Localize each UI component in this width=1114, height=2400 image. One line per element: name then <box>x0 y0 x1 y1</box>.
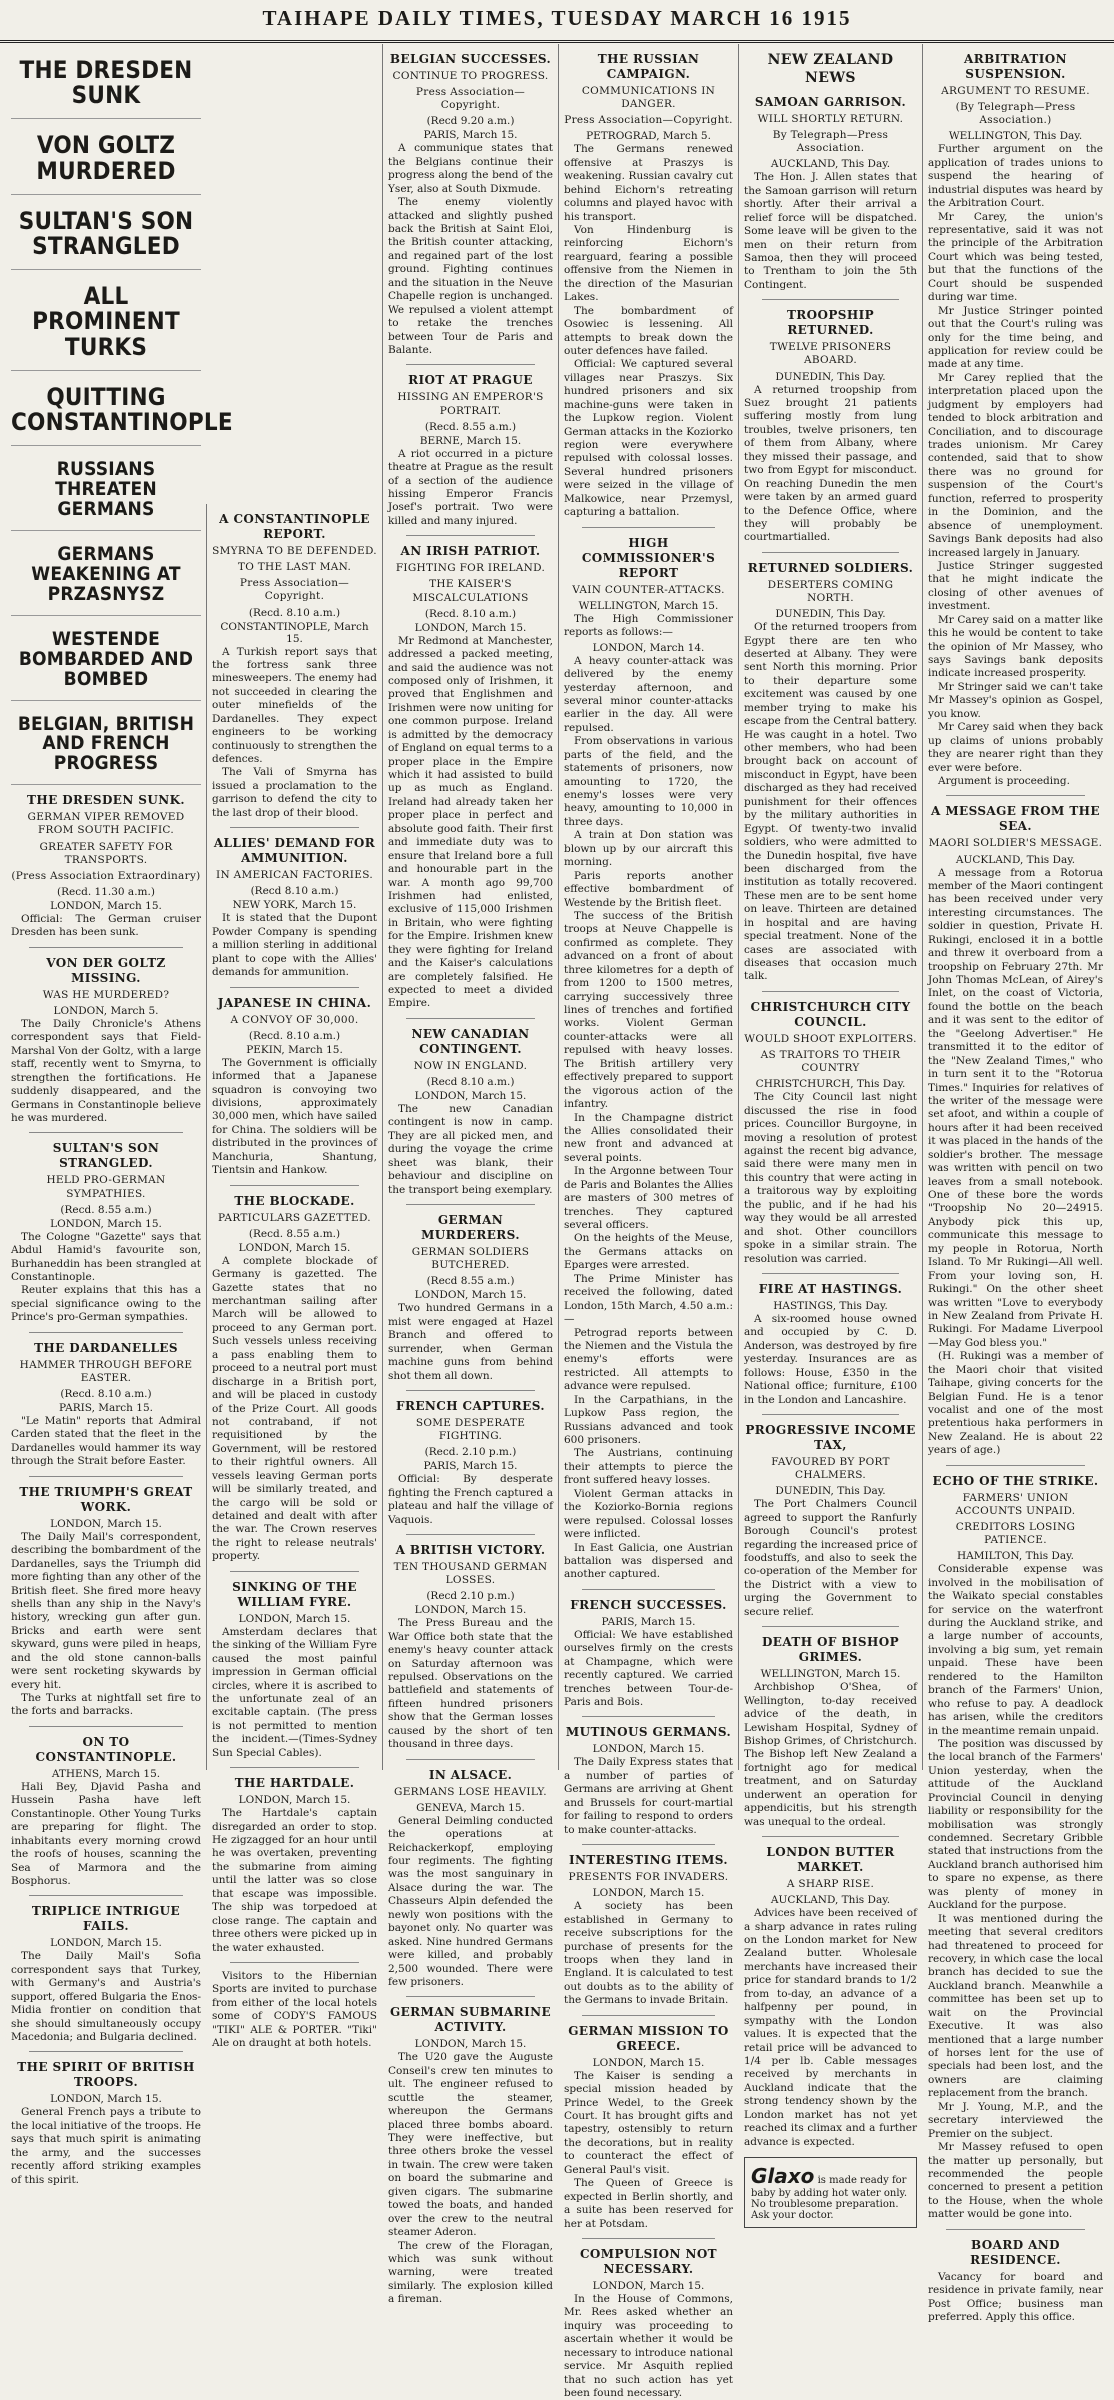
article-title: CHRISTCHURCH CITY COUNCIL. <box>750 999 911 1029</box>
article-body: The Government is officially informed that a Japanese squadron is convoying two divisions, approximately 30,000 men, which have sailed for China. The soldiers will be distributed in the provinces of Manchuria, Shantung, Tientsin and Hankow. <box>212 1056 377 1177</box>
headline-westende: WESTENDE BOMBARDED AND BOMBED <box>11 616 201 701</box>
article-body: Petrograd reports between the Niemen and the Vistula the enemy's efforts were restricted. All attempts to advance were repulsed. <box>564 1326 733 1393</box>
article-dateline: LONDON, March 15. <box>50 1937 162 1950</box>
article-subtitle: A CONVOY OF 30,000. <box>230 1013 359 1026</box>
article-dateline: LONDON, March 15. <box>592 2056 705 2069</box>
headline-turks: ALL PROMINENT TURKS <box>11 270 201 371</box>
article-dateline: LONDON, March 15. <box>238 1794 351 1807</box>
article-body: The Hon. J. Allen states that the Samoan garrison will return shortly. After their arrival a relief force will be dispatched. Some leave will be given to the men on their return from Samoa, then they will proceed to Trentham to join the 5th Contingent. <box>744 171 917 291</box>
article-source: Press Association—Copyright. <box>564 114 733 127</box>
section-title: NEW ZEALAND NEWS <box>767 52 894 86</box>
article-received: (Recd 8.55 a.m.) <box>426 1275 515 1288</box>
article-body: The Cologne "Gazette" says that Abdul Hamid's favourite son, Burhaneddin has been strangled at Constantinople. <box>11 1230 201 1283</box>
article-received: (Recd. 8.55 a.m.) <box>248 1227 341 1240</box>
article-subtitle: FARMERS' UNION ACCOUNTS UNPAID. <box>955 1491 1076 1517</box>
article-dateline: CONSTANTINOPLE, March 15. <box>220 620 369 645</box>
article-body: A six-roomed house owned and occupied by C. D. Anderson, was destroyed by fire yesterday. Insurances are as follows: House, £350 in the National office; furniture, £100 in the London and Lancashire. <box>744 1312 917 1406</box>
article-subtitle: SOME DESPERATE FIGHTING. <box>415 1416 526 1443</box>
article-subtitle: GERMAN VIPER REMOVED FROM SOUTH PACIFIC. <box>27 811 185 837</box>
article-body: Mr Carey replied that the interpretation placed upon the judgment by employers had tended to block arbitration and Conciliation, and to discourage trades unionism. Mr Carey contended, said that to show there was no ground for suspension of the Court's function, referred to prosperity in the Dominion, and the absence of unemployment. Savings Bank deposits had also increased largely in January. <box>928 371 1103 559</box>
article-title: LONDON BUTTER MARKET. <box>766 1845 895 1874</box>
article-title: ECHO OF THE STRIKE. <box>932 1473 1099 1488</box>
article-source: (By Telegraph—Press Association.) <box>955 101 1076 127</box>
article-title: TRIPLICE INTRIGUE FAILS. <box>31 1904 181 1934</box>
article-received: (Recd. 8.10 a.m.) <box>248 1029 341 1042</box>
article-body: Argument is proceeding. <box>938 774 1070 787</box>
article-subtitle: FIGHTING FOR IRELAND. <box>395 562 546 575</box>
article-body: Von Hindenburg is reinforcing Eichorn's rearguard, fearing a possible offensive from the Niemen in the direction of the Masurian Lakes. <box>564 224 733 304</box>
article-body: The new Canadian contingent is now in camp. They are all picked men, and during the voyage the crime sheet was blank, their behaviour and discipline on the transport being exemplary. <box>388 1103 553 1196</box>
article-body: Mr Justice Stringer pointed out that the Court's ruling was only for the time being, and application for review could be made at any time. <box>928 304 1103 371</box>
article-dateline: LONDON, March 15. <box>50 1517 162 1530</box>
article-dateline: WELLINGTON, March 15. <box>760 1668 901 1681</box>
headline-russians: RUSSIANS THREATEN GERMANS <box>11 446 201 531</box>
article-dateline: PARIS, March 15. <box>423 129 518 142</box>
article-body: Amsterdam declares that the sinking of the William Fyre caused the most painful impression in German official circles, where it is ascribed to the unfortunate zeal of an excitable captain. (The press is not permitted to mention the incident.—(Times-Sydney Sun Special Cables). <box>212 1625 377 1759</box>
article-body: The Daily Chronicle's Athens correspondent says that Field-Marshal Von der Goltz, with a large staff, recently went to Smyrna, to strengthen the fortifications. He suddenly disappeared, and the Germans in Constantinople believe he was murdered. <box>11 1017 201 1124</box>
article-received: (Recd. 11.30 a.m.) <box>57 885 155 898</box>
column-3 <box>382 44 558 2306</box>
article-body: The Daily Express states that a number of parties of Germans are arriving at Ghent and Brussels for court-martial for failing to respond to orders to make counter-attacks. <box>564 1756 733 1836</box>
article-title: ARBITRATION SUSPENSION. <box>964 52 1067 81</box>
article-subtitle: COMMUNICATIONS IN DANGER. <box>581 85 716 111</box>
article-source: Press Association—Copyright. <box>239 577 350 603</box>
article-title: HIGH COMMISSIONER'S REPORT <box>581 535 716 580</box>
article-body: Vacancy for board and residence in private family, near Post Office; business man preferred. Apply this office. <box>928 2270 1103 2323</box>
article-title: SULTAN'S SON STRANGLED. <box>52 1141 160 1171</box>
article-subtitle: TWELVE PRISONERS ABOARD. <box>769 341 892 367</box>
article-body: In East Galicia, one Austrian battalion was dispersed and another captured. <box>564 1541 733 1581</box>
article-title: IN ALSACE. <box>428 1767 513 1782</box>
article-title: RIOT AT PRAGUE <box>408 373 533 388</box>
article-body: Mr Carey, the union's representative, said it was not the principle of the Arbitration Court which was being tested, but that the functions of the Court should be suspended during war time. <box>928 210 1103 304</box>
article-subtitle: GERMANS LOSE HEAVILY. <box>394 1785 547 1798</box>
article-body: The City Council last night discussed the rise in food prices. Councillor Burgoyne, in moving a resolution of protest against the recent big advance, said there were many men in this country that were acting in a traitorous way by exploiting the public, and if he had his way they would be all arrested and shot. Other councillors spoke in a similar strain. The resolution was carried. <box>744 1091 917 1265</box>
article-subtitle: WOULD SHOOT EXPLOITERS. <box>744 1032 917 1045</box>
article-body: Official: We captured several villages near Praszys. Six hundred prisoners and six machine-guns were taken in the Lupkow region. Violent German attacks in the Koziorko region were everywhere repulsed with colossal losses. Several hundred prisoners were seized in the village of Malkowice, near Przemysl, capturing a battalion. <box>564 358 733 519</box>
article-title: THE BLOCKADE. <box>234 1193 355 1208</box>
article-title: BOARD AND RESIDENCE. <box>970 2237 1061 2267</box>
article-body: A message from a Rotorua member of the Maori contingent has been received under very interesting circumstances. The soldier in question, Private H. Rukingi, enclosed it in a bottle and threw it overboard from a troopship on February 27th. Mr John Thomas McLean, of Airey's Inlet, on the coast of Victoria, found the bottle on the beach and it was sent to the editor of the "Geelong Advertiser." He transmitted it to the editor of the "New Zealand Times," who in turn sent it to the "Rotorua Times." Inquiries for relatives of the writer of the message were set afoot, and within a couple of hours after it had been received it was placed in the hands of the soldier's brother. The message was written with pencil on two leaves from a small notebook. One of these bore the words "Troopship No 20—24915. Anybody pick this up, communicate this message to my people in Rotorua, North Island. To Mr Rukingi—All well. From your loving son, H. Rukingi." On the other sheet was written "Love to everybody in New Zealand from Private H. Rukingi. For Madame Liverpool—May God bless you." <box>928 866 1103 1349</box>
article-dateline: LONDON, March 15. <box>414 1289 527 1302</box>
article-dateline: LONDON, March 15. <box>50 1217 162 1230</box>
article-body: Further argument on the application of trades unions to suspend the hearing of industrial disputes was heard by the Arbitration Court. <box>928 143 1103 210</box>
article-body: Reuter explains that this has a special significance owing to the Prince's pro-German sympathies. <box>11 1284 201 1324</box>
article-title: NEW CANADIAN CONTINGENT. <box>411 1026 530 1056</box>
article-body: The Hartdale's captain disregarded an order to stop. He zigzagged for an hour until he was overtaken, preventing the submarine from aiming until the latter was so close that escape was impossible. The ship was torpedoed at close range. The captain and three others were picked up in the water exhausted. <box>212 1807 377 1954</box>
article-dateline: ATHENS, March 15. <box>51 1767 161 1780</box>
article-body: In the House of Commons, Mr. Rees asked whether an inquiry was proceeding to ascertain whether it would be necessary to introduce national service. Mr Asquith replied that no such action has yet been found necessary. <box>564 2292 733 2399</box>
article-body: A society has been established in Germany to receive subscriptions for the purchase of presents for the troops when they land in England. It is calculated to test out doubts as to the ability of the Germans to invade Britain. <box>564 1900 733 2007</box>
column-6 <box>922 44 1108 2323</box>
article-dateline: LONDON, March 15. <box>414 1604 527 1617</box>
article-title: THE TRIUMPH'S GREAT WORK. <box>19 1484 193 1514</box>
advertisement: Visitors to the Hibernian Sports are invited to purchase from either of the local hotels some of CODY'S FAMOUS "TIKI" ALE & PORTER. "Tiki" Ale on draught at both hotels. <box>212 1969 377 2050</box>
article-body: The Prime Minister has received the following, dated London, 15th March, 4.50 a.m.:— <box>564 1272 733 1326</box>
article-subtitle: HAMMER THROUGH BEFORE EASTER. <box>19 1358 193 1384</box>
article-body: The Vali of Smyrna has issued a proclamation to the garrison to defend the city to the last drop of their blood. <box>212 766 377 819</box>
article-subtitle: VAIN COUNTER-ATTACKS. <box>572 583 725 596</box>
headline-quitting: QUITTING CONSTANTINOPLE <box>11 371 201 446</box>
article-dateline: LONDON, March 15. <box>414 1090 527 1102</box>
article-dateline: DUNEDIN, This Day. <box>775 1485 886 1498</box>
article-source: (Press Association Extraordinary) <box>11 869 201 882</box>
article-dateline: DUNEDIN, This Day. <box>775 370 886 383</box>
article-title: INTERESTING ITEMS. <box>569 1853 728 1868</box>
article-dateline: LONDON, March 15. <box>592 1887 705 1900</box>
article-subtitle: GERMAN SOLDIERS BUTCHERED. <box>411 1246 530 1272</box>
article-body: It was mentioned during the meeting that several creditors had threatened to proceed for recovery, in which case the local branch has decided to sue the Auckland branch. Meanwhile a committee has been set up to wait on the Provincial Executive. It was also mentioned that a large number of horses lent for the use of specials had been lost, and the owners are claiming replacement from the branch. <box>928 1912 1103 2100</box>
article-body: Mr Redmond at Manchester, addressed a packed meeting, and said the audience was not composed only of Irishmen, it proved that Englishmen and Irishmen were now uniting for one common purpose. Ireland is admitted by the democracy of England on equal terms to a proper place in the Empire which it had assisted to build up as much as England. Ireland had already taken her proper place in perfect and absolute good faith. Their first and immediate duty was to ensure that Ireland bore a full and honourable part in the war. A month ago 99,700 Irishmen had enlisted, exclusive of 115,000 Irishmen in Britain, who were fighting for the Empire. Irishmen knew they were fighting for Ireland and the Kaiser's calculations are completely falsified. He expected to meet a divided Empire. <box>388 634 553 1010</box>
article-body: On the heights of the Meuse, the Germans attacks on Eparges were arrested. <box>564 1232 733 1272</box>
article-subtitle: PARTICULARS GAZETTED. <box>218 1211 371 1224</box>
article-body: Of the returned troopers from Egypt there are ten who deserted at Albany. They were sent North this morning. Prior to their departure some excitement was caused by one member trying to make his escape from the Central battery. He was caught in a hotel. Two other members, who had been brought back on account of misconduct in Egypt, have been discharged as they had received punishment for their offences by the military authorities in Egypt. Of twenty-two invalid soldiers, who were admitted to the Dunedin hospital, five have been discharged from the institution as totally recovered. These men are to be sent home on leave. Thirteen are detained in hospital and are having special treatment. None of the cases are associated with diseases that occasion much talk. <box>744 621 917 983</box>
article-title: GERMAN MURDERERS. <box>421 1213 520 1243</box>
column-5 <box>738 44 922 2221</box>
article-source: Press Association—Copyright. <box>415 86 526 112</box>
article-body: Mr J. Young, M.P., and the secretary interviewed the Premier on the subject. <box>928 2100 1103 2140</box>
article-dateline: CHRISTCHURCH, This Day. <box>755 1078 906 1091</box>
article-dateline: AUCKLAND, This Day. <box>955 853 1076 866</box>
article-body: A train at Don station was blown up by our aircraft this morning. <box>564 829 733 869</box>
article-title: GERMAN SUBMARINE ACTIVITY. <box>389 2005 552 2035</box>
article-body: (H. Rukingi was a member of the Maori choir that visited Taihape, giving concerts for the Belgian Fund. He is a tenor vocalist and one of the most pretentious haka performers in New Zealand. He is about 22 years of age.) <box>928 1350 1103 1457</box>
article-title: THE DARDANELLES <box>34 1340 178 1355</box>
article-received: (Recd. 8.10 a.m.) <box>60 1388 152 1400</box>
article-body: The Kaiser is sending a special mission headed by Prince Wedel, to the Greek Court. It has brought gifts and tapestry, ostensibly to return the decorations, but in reality to counteract the effect of General Paul's visit. <box>564 2069 733 2176</box>
article-subtitle: HELD PRO-GERMAN SYMPATHIES. <box>46 1174 166 1200</box>
columns <box>6 44 1108 2399</box>
article-title: ON TO CONSTANTINOPLE. <box>35 1734 177 1764</box>
article-received: (Recd 8.10 a.m.) <box>250 885 339 898</box>
headline-goltz: VON GOLTZ MURDERED <box>11 119 201 194</box>
article-title: SAMOAN GARRISON. <box>754 95 907 109</box>
article-body: Violent German attacks in the Koziorko-Bornia regions were repulsed. Colossal losses were inflicted. <box>564 1487 733 1541</box>
article-dateline: PARIS, March 15. <box>601 1615 696 1628</box>
glaxo-text: is made ready for baby by adding hot water only. No troublesome preparation. Ask your doctor. <box>751 2175 908 2221</box>
article-body: Mr Stringer said we can't take Mr Massey's opinion as Gospel, you know. <box>928 680 1103 720</box>
article-title: FIRE AT HASTINGS. <box>758 1281 903 1296</box>
article-title: A BRITISH VICTORY. <box>395 1542 546 1557</box>
article-title: FRENCH CAPTURES. <box>396 1398 545 1413</box>
article-source: By Telegraph—Press Association. <box>772 129 889 155</box>
article-body: Official: We have established ourselves firmly on the crests at Champagne, which were recently captured. We carried trenches between Tour-de-Paris and Bois. <box>564 1628 733 1708</box>
article-subtitle: WILL SHORTLY RETURN. <box>757 113 904 125</box>
article-title: TROOPSHIP RETURNED. <box>786 308 875 338</box>
article-body: The enemy violently attacked and slightly pushed back the British at Saint Eloi, the British counter attacking, and regained part of the lost ground. Fighting continues and the situation in the Neuve Chapelle region is unchanged. We repulsed a violent attempt to retake the trenches between Tour de Paris and Balante. <box>388 196 553 356</box>
article-body: Mr Carey said when they back up claims of unions probably they are nearer right than they ever were before. <box>928 721 1103 774</box>
headline-belgian: BELGIAN, BRITISH AND FRENCH PROGRESS <box>11 701 201 786</box>
article-subtitle: IN AMERICAN FACTORIES. <box>216 869 373 882</box>
article-body: "Le Matin" reports that Admiral Carden stated that the fleet in the Dardanelles would hammer its way through the Strait before Easter. <box>11 1415 201 1468</box>
column-4 <box>558 44 738 2399</box>
article-dateline: HAMILTON, This Day. <box>957 1550 1074 1563</box>
article-title: VON DER GOLTZ MISSING. <box>46 955 166 985</box>
article-body: The Queen of Greece is expected in Berlin shortly, and a suite has been reserved for her at Potsdam. <box>564 2177 733 2230</box>
glaxo-logo: Glaxo <box>751 2164 815 2188</box>
headline-dresden: THE DRESDEN SUNK <box>11 44 201 119</box>
article-body: The Germans renewed offensive at Praszys is weakening. Russian cavalry cut behind Eichorn's retreating columns and played havoc with his transport. <box>564 143 733 223</box>
article-received: (Recd. 8.55 a.m.) <box>424 420 517 433</box>
article-dateline: LONDON, March 15. <box>414 621 527 634</box>
article-title: DEATH OF BISHOP GRIMES. <box>761 1635 900 1665</box>
article-subtitle: WAS HE MURDERED? <box>42 988 170 1001</box>
article-subtitle: THE KAISER'S MISCALCULATIONS <box>412 578 529 604</box>
column-1 <box>6 44 233 2186</box>
article-subtitle: AS TRAITORS TO THEIR COUNTRY <box>760 1049 901 1075</box>
article-dateline: AUCKLAND, This Day. <box>770 158 891 171</box>
article-dateline: WELLINGTON, March 15. <box>578 599 719 612</box>
article-body: A complete blockade of Germany is gazetted. The Gazette states that no merchantman sailing after March will be allowed to proceed to any German port. Such vessels unless receiving a pass enabling them to proceed to a neutral port must discharge in a British port, and will be placed in custody of the Prize Court. All goods not contraband, if not requisitioned by the Government, will be restored to their rightful owners. All vessels leaving German ports will be similarly treated, and the cargo will be sold or detained and dealt with after the war. The Crown reserves the right to release neutrals' property. <box>212 1254 377 1563</box>
article-dateline: LONDON, March 15. <box>414 2038 527 2051</box>
article-subtitle: CREDITORS LOSING PATIENCE. <box>955 1521 1076 1547</box>
article-dateline: LONDON, March 15. <box>50 2093 162 2106</box>
article-subtitle: CONTINUE TO PROGRESS. <box>392 70 549 82</box>
article-body: The High Commissioner reports as follows:— <box>564 612 733 639</box>
article-subtitle: TO THE LAST MAN. <box>237 561 352 574</box>
article-body: Official: By desperate fighting the French captured a plateau and half the village of Vaquois. <box>388 1473 553 1526</box>
headline-sultan: SULTAN'S SON STRANGLED <box>11 195 201 270</box>
article-dateline: AUCKLAND, This Day. <box>770 1894 891 1907</box>
masthead-title: TAIHAPE DAILY TIMES, TUESDAY MARCH 16 1915 <box>262 6 852 30</box>
article-body: In the Champagne district the Allies consolidated their new front and advanced at several points. <box>564 1111 733 1164</box>
article-body: General French pays a tribute to the local initiative of the troops. He says that much spirit is animating the army, and the successes recently afford striking examples of this spirit. <box>11 2106 201 2186</box>
article-body: Hali Bey, Djavid Pasha and Hussein Pasha have left Constantinople. Other Young Turks are preparing for flight. The inhabitants every morning crowd the roofs of houses, scanning the Sea of Marmora and the Bosphorus. <box>11 1780 201 1887</box>
article-title: AN IRISH PATRIOT. <box>400 544 541 559</box>
article-dateline: GENEVA, March 15. <box>416 1801 525 1814</box>
article-dateline: LONDON, March 5. <box>53 1004 159 1017</box>
article-body: From observations in various parts of the field, and the statements of prisoners, now amounting to 1720, the enemy's losses were very heavy, amounting to 10,000 in three days. <box>564 735 733 828</box>
article-received: (Recd 2.10 p.m.) <box>426 1590 515 1603</box>
article-title: GERMAN MISSION TO GREECE. <box>568 2023 729 2053</box>
article-dateline: PEKIN, March 15. <box>246 1043 343 1056</box>
article-body: Mr Massey refused to open the matter up personally, but recommended the people concerned to present a petition to the House, when the whole matter would be gone into. <box>928 2141 1103 2221</box>
column-2 <box>206 504 382 2050</box>
article-body: In the Carpathians, in the Lupkow Pass region, the Russians advanced and took 600 prisoners. <box>564 1393 733 1446</box>
article-body: A heavy counter-attack was delivered by the enemy yesterday afternoon, and several minor counter-attacks earlier in the day. All were repulsed. <box>564 654 733 734</box>
article-dateline: NEW YORK, March 15. <box>232 899 357 912</box>
article-body: The Austrians, continuing their attempts to pierce the front suffered heavy losses. <box>564 1447 733 1487</box>
article-dateline: DUNEDIN, This Day. <box>775 608 886 621</box>
article-subtitle: DESERTERS COMING NORTH. <box>767 578 894 604</box>
article-received: (Recd. 2.10 p.m.) <box>424 1446 517 1459</box>
article-title: THE SPIRIT OF BRITISH TROOPS. <box>17 2060 195 2090</box>
article-body: The Daily Mail's Sofia correspondent says that Turkey, with Germany's and Austria's support, offered Bulgaria the Enos-Midia frontier on condition that she should simultaneously occupy Macedonia; and Bulgaria declined. <box>11 1950 201 2043</box>
article-body: The Press Bureau and the War Office both state that the enemy's heavy counter attack on Saturday afternoon was repulsed. Observations on the battlefield and statements of fifteen hundred prisoners show that the German losses caused by the short of ten thousand in three days. <box>388 1617 553 1751</box>
article-title: ALLIES' DEMAND FOR AMMUNITION. <box>213 836 376 866</box>
article-body: Mr Carey said on a matter like this he would be content to take the opinion of Mr Massey, who says Savings bank deposits indicate increased prosperity. <box>928 613 1103 680</box>
masthead <box>0 0 1114 43</box>
article-title: THE RUSSIAN CAMPAIGN. <box>597 52 700 81</box>
article-body: The Turks at nightfall set fire to the forts and barracks. <box>11 1692 201 1718</box>
article-dateline: PETROGRAD, March 5. <box>586 130 711 143</box>
article-title: JAPANESE IN CHINA. <box>217 995 372 1010</box>
article-dateline: LONDON, March 15. <box>238 1612 351 1625</box>
article-title: SINKING OF THE WILLIAM FYRE. <box>232 1579 357 1609</box>
article-subtitle: GREATER SAFETY FOR TRANSPORTS. <box>39 840 173 866</box>
article-body: The bombardment of Osowiec is lessening. All attempts to break down the outer defences have failed. <box>564 304 733 357</box>
article-body: It is stated that the Dupont Powder Company is spending a million sterling in additional plant to cope with the Allies' demands for ammunition. <box>212 912 377 979</box>
article-received: (Recd. 8.10 a.m.) <box>424 607 517 620</box>
article-subtitle: FAVOURED BY PORT CHALMERS. <box>771 1456 890 1482</box>
article-body: A returned troopship from Suez brought 21 patients suffering mostly from lung troubles, twelve prisoners, ten of them from Albany, where they missed their passage, and two from Egypt for misconduct. On reaching Dunedin the men were taken by an armed guard to the Defence Office, where they will probably be courtmartialled. <box>744 383 917 544</box>
article-title: COMPULSION NOT NECESSARY. <box>579 2246 718 2276</box>
article-title: A MESSAGE FROM THE SEA. <box>931 804 1100 834</box>
article-subtitle: TEN THOUSAND GERMAN LOSSES. <box>393 1560 548 1587</box>
article-body: Advices have been received of a sharp advance in rates ruling on the London market for New Zealand butter. Wholesale merchants have increased their price for standard brands to 1/2 from to-day, an advance of a halfpenny per pound, in sympathy with the London values. It is expected that the retail price will be advanced to 1/4 per lb. Cable messages received by merchants in Auckland indicate that the strong tendency shown by the London market has not yet reached its climax and a further advance is expected. <box>744 1907 917 2148</box>
article-dateline: PARIS, March 15. <box>423 1460 518 1473</box>
article-subtitle: MAORI SOLDIER'S MESSAGE. <box>928 837 1103 850</box>
article-received: (Recd. 8.10 a.m.) <box>248 606 341 619</box>
article-dateline: BERNE, March 15. <box>419 434 522 447</box>
article-dateline: LONDON, March 15. <box>592 1743 705 1756</box>
article-body: The success of the British troops at Neuve Chappelle is confirmed as complete. They advanced on a front of about three kilometres for a depth of from 1200 to 1500 metres, carrying successively three lines of trenches and fortified works. Violent German counter-attacks were all repulsed with heavy losses. The British artillery very effectively prepared to support the vigorous action of the infantry. <box>564 909 733 1111</box>
article-title: A CONSTANTINOPLE REPORT. <box>219 512 370 541</box>
headline-przasnysz: GERMANS WEAKENING AT PRZASNYSZ <box>11 531 201 616</box>
article-subtitle: PRESENTS FOR INVADERS. <box>568 1871 729 1884</box>
article-body: The Port Chalmers Council agreed to support the Ranfurly Borough Council's protest regarding the increased price of foodstuffs, and also to seek the co-operation of the Member for the District with a view to urging the Government to secure relief. <box>744 1498 917 1618</box>
article-body: The Daily Mail's correspondent, describing the bombardment of the Dardanelles, says the Triumph did more fighting than any other of the British fleet. She fired more heavy shells than any ship in the Navy's history, wrecking gun after gun. Bricks and earth were sent skyward, guns were piled in heaps, and the old stone cannon-balls were sent rocketing skywards by every hit. <box>11 1530 201 1691</box>
article-dateline: HASTINGS, This Day. <box>773 1299 888 1312</box>
article-subtitle: A SHARP RISE. <box>786 1878 875 1890</box>
article-dateline: LONDON, March 14. <box>592 641 705 654</box>
article-body: The crew of the Floragan, which was sunk without warning, were treated similarly. The explosion killed a fireman. <box>388 2239 553 2306</box>
article-title: FRENCH SUCCESSES. <box>570 1597 727 1612</box>
article-body: Official: The German cruiser Dresden has been sunk. <box>11 912 201 939</box>
article-received: (Recd 9.20 a.m.) <box>426 115 515 128</box>
article-dateline: WELLINGTON, This Day. <box>948 130 1083 143</box>
article-subtitle: HISSING AN EMPEROR'S PORTRAIT. <box>397 391 544 417</box>
article-body: Two hundred Germans in a mist were engaged at Hazel Branch and offered to surrender, when German machine guns from behind shot them all down. <box>388 1302 553 1382</box>
article-body: A Turkish report says that the fortress sank three minesweepers. The enemy had not succeeded in clearing the outer minefields of the Dardanelles. They expect engineers to be working continuously to strengthen the defences. <box>212 645 377 765</box>
article-title: RETURNED SOLDIERS. <box>747 560 914 575</box>
article-subtitle: ARGUMENT TO RESUME. <box>941 85 1090 97</box>
article-body: A communique states that the Belgians continue their progress along the bend of the Yser, also at South Dixmude. <box>388 142 553 195</box>
article-body: Considerable expense was involved in the mobilisation of the Waikato special constables for service on the waterfront during the Auckland strike, and a large number of accounts, involving a big sum, yet remain unpaid. These have been rendered to the Hamilton branch of the Farmers' Union, who refuse to pay. A deadlock has arisen, while the creditors in the meantime remain unpaid. <box>928 1563 1103 1737</box>
article-body: The U20 gave the Auguste Conseil's crew ten minutes to ult. The engineer refused to scuttle the steamer, whereupon the Germans placed three bombs aboard. They were ineffective, but three others broke the vessel in twain. The crew were taken on board the submarine and given cigars. The submarine towed the boats, and handed over the crew to the neutral steamer Aderon. <box>388 2051 553 2239</box>
article-title: THE DRESDEN SUNK. <box>27 793 185 808</box>
article-dateline: LONDON, March 15. <box>50 899 162 912</box>
article-received: (Recd 8.10 a.m.) <box>426 1076 515 1088</box>
article-dateline: PARIS, March 15. <box>59 1402 153 1414</box>
article-title: PROGRESSIVE INCOME TAX, <box>745 1423 916 1452</box>
article-body: A riot occurred in a picture theatre at Prague as the result of a section of the audience hissing Emperor Francis Josef's portrait. Two were killed and many injured. <box>388 447 553 527</box>
article-subtitle: NOW IN ENGLAND. <box>413 1059 528 1072</box>
article-body: In the Argonne between Tour de Paris and Bolantes the Allies are masters of 300 metres of trenches. They captured several officers. <box>564 1165 733 1231</box>
glaxo-advertisement <box>744 2157 917 2228</box>
article-dateline: LONDON, March 15. <box>592 2279 705 2292</box>
article-received: (Recd. 8.55 a.m.) <box>60 1203 152 1216</box>
article-body: General Deimling conducted the operations at Reichackerkopf, employing four regiments. The fighting was the most sanguinary in Alsace during the war. The Chasseurs Alpin defended the newly won positions with the bayonet only. No quarter was asked. Nine hundred Germans were killed, and probably 2,500 wounded. There were few prisoners. <box>388 1814 553 1988</box>
article-body: The position was discussed by the local branch of the Farmers' Union yesterday, when the attitude of the Auckland Provincial Council in denying liability or responsibility for the mobilisation was strongly condemned. Secretary Gribble stated that instructions from the Auckland branch authorised him to spare no expense, as there was plenty of money in Auckland for the purpose. <box>928 1737 1103 1912</box>
article-dateline: LONDON, March 15. <box>238 1241 351 1254</box>
article-title: MUTINOUS GERMANS. <box>565 1725 732 1740</box>
article-body: Justice Stringer suggested that he might indicate the closing of other avenues of investment. <box>928 559 1103 613</box>
article-body: Paris reports another effective bombardment of Westende by the British fleet. <box>564 869 733 909</box>
article-title: BELGIAN SUCCESSES. <box>389 52 552 66</box>
article-title: THE HARTDALE. <box>234 1776 355 1791</box>
article-body: Archbishop O'Shea, of Wellington, to-day received advice of the death, in Lewisham Hospital, Sydney of Bishop Grimes, of Christchurch. The Bishop left New Zealand a fortnight ago for medical treatment, and on Saturday underwent an operation for appendicitis, but his strength was unequal to the ordeal. <box>744 1681 917 1828</box>
article-subtitle: SMYRNA TO BE DEFENDED. <box>212 545 377 557</box>
